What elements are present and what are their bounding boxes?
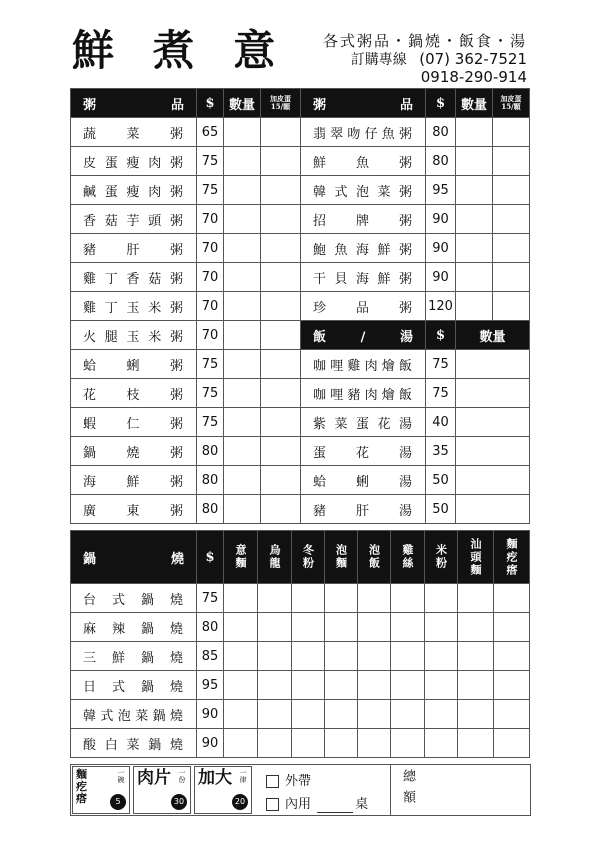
qty-cell[interactable] xyxy=(224,671,258,700)
extra-option[interactable] xyxy=(72,766,130,814)
noodle-type-header xyxy=(292,531,325,584)
item-price: 75 xyxy=(426,379,456,408)
qty-cell[interactable] xyxy=(224,495,261,524)
menu-row xyxy=(301,292,530,321)
porridge-header-egg: 加皮蛋 15/顆 xyxy=(261,89,301,118)
qty-cell[interactable] xyxy=(224,292,261,321)
menu-row xyxy=(71,234,301,263)
noodle-type-header xyxy=(425,531,458,584)
item-price: 40 xyxy=(426,408,456,437)
item-price: 75 xyxy=(197,350,224,379)
qty-cell[interactable] xyxy=(358,700,391,729)
qty-cell[interactable] xyxy=(456,408,530,437)
menu-row xyxy=(71,379,301,408)
qty-cell[interactable] xyxy=(224,350,261,379)
rice-soup-header-row xyxy=(301,321,530,350)
qty-cell[interactable] xyxy=(224,613,258,642)
egg-cell[interactable] xyxy=(261,495,301,524)
egg-cell[interactable] xyxy=(261,466,301,495)
item-price: 80 xyxy=(426,147,456,176)
qty-cell[interactable] xyxy=(456,234,493,263)
takeout-label: 外帶 xyxy=(285,774,312,789)
noodle-type-label: 烏龍 xyxy=(268,544,281,570)
rice-soup-header-name: 飯 / 湯 xyxy=(301,321,426,350)
item-name: 廣東粥 xyxy=(71,495,197,524)
qty-cell[interactable] xyxy=(258,671,292,700)
noodle-type-header xyxy=(391,531,425,584)
item-name: 雞丁玉米粥 xyxy=(71,292,197,321)
qty-cell[interactable] xyxy=(358,671,391,700)
qty-cell[interactable] xyxy=(456,118,493,147)
item-price: 80 xyxy=(197,613,224,642)
item-price: 75 xyxy=(197,147,224,176)
qty-cell[interactable] xyxy=(458,729,494,758)
total-label: 總額 xyxy=(400,769,415,811)
item-name: 酸白菜鍋燒 xyxy=(71,729,197,758)
item-price: 85 xyxy=(197,642,224,671)
item-name: 海鮮粥 xyxy=(71,466,197,495)
porridge-header-qty: 數量 xyxy=(456,89,493,118)
qty-cell[interactable] xyxy=(224,147,261,176)
extra-option[interactable] xyxy=(194,766,252,814)
item-name: 蛤蜊湯 xyxy=(301,466,426,495)
item-price: 70 xyxy=(197,321,224,350)
item-name: 招牌粥 xyxy=(301,205,426,234)
shop-logo: 鮮 煮 意 xyxy=(72,26,288,75)
qty-cell[interactable] xyxy=(391,642,425,671)
qty-cell[interactable] xyxy=(358,642,391,671)
qty-cell[interactable] xyxy=(494,700,530,729)
qty-cell[interactable] xyxy=(292,700,325,729)
phone-row-1 xyxy=(351,52,527,67)
item-name: 咖哩雞肉燴飯 xyxy=(301,350,426,379)
qty-cell[interactable] xyxy=(258,613,292,642)
qty-cell[interactable] xyxy=(358,584,391,613)
phone-label: 訂購專線 xyxy=(350,52,407,68)
egg-cell[interactable] xyxy=(493,118,530,147)
qty-cell[interactable] xyxy=(224,437,261,466)
qty-cell[interactable] xyxy=(494,642,530,671)
menu-row xyxy=(301,205,530,234)
porridge-header-price: $ xyxy=(197,89,224,118)
qty-cell[interactable] xyxy=(224,321,261,350)
porridge-header-qty: 數量 xyxy=(224,89,261,118)
takeout-checkbox[interactable] xyxy=(266,775,279,788)
noodle-type-header xyxy=(358,531,391,584)
item-name: 豬肝湯 xyxy=(301,495,426,524)
menu-row xyxy=(301,263,530,292)
qty-cell[interactable] xyxy=(458,700,494,729)
item-name: 蔬菜粥 xyxy=(71,118,197,147)
qty-cell[interactable] xyxy=(224,205,261,234)
item-price: 50 xyxy=(426,495,456,524)
extra-price-badge: 20 xyxy=(232,794,248,810)
item-name: 蛤蜊粥 xyxy=(71,350,197,379)
menu-row xyxy=(71,321,301,350)
item-name: 台式鍋燒 xyxy=(71,584,197,613)
qty-cell[interactable] xyxy=(456,205,493,234)
extra-unit: 一碗 xyxy=(117,769,125,783)
qty-cell[interactable] xyxy=(292,613,325,642)
qty-cell[interactable] xyxy=(456,147,493,176)
menu-row xyxy=(71,263,301,292)
item-price: 90 xyxy=(197,729,224,758)
menu-row xyxy=(301,234,530,263)
extra-label: 加大 xyxy=(198,768,232,788)
extra-option[interactable] xyxy=(133,766,191,814)
noodle-type-header xyxy=(258,531,292,584)
qty-cell[interactable] xyxy=(292,671,325,700)
egg-cell[interactable] xyxy=(261,176,301,205)
item-price: 75 xyxy=(426,350,456,379)
qty-cell[interactable] xyxy=(258,729,292,758)
menu-row xyxy=(71,700,530,729)
qty-cell[interactable] xyxy=(456,495,530,524)
rice-soup-header-qty: 數量 xyxy=(456,321,530,350)
porridge-header-price: $ xyxy=(426,89,456,118)
qty-cell[interactable] xyxy=(425,700,458,729)
qty-cell[interactable] xyxy=(258,642,292,671)
extra-price-badge: 30 xyxy=(171,794,187,810)
item-name: 麻辣鍋燒 xyxy=(71,613,197,642)
egg-cell[interactable] xyxy=(493,234,530,263)
dine-in-option[interactable] xyxy=(266,793,368,813)
item-price: 80 xyxy=(197,437,224,466)
qty-cell[interactable] xyxy=(325,671,358,700)
item-price: 70 xyxy=(197,205,224,234)
qty-cell[interactable] xyxy=(391,584,425,613)
noodle-type-label: 冬粉 xyxy=(301,544,315,570)
porridge-header-row xyxy=(71,89,301,118)
hotpot-header-row xyxy=(71,531,530,584)
noodle-type-header xyxy=(224,531,258,584)
menu-row xyxy=(301,176,530,205)
qty-cell[interactable] xyxy=(224,729,258,758)
menu-row xyxy=(301,408,530,437)
item-name: 皮蛋瘦肉粥 xyxy=(71,147,197,176)
egg-cell[interactable] xyxy=(493,147,530,176)
qty-cell[interactable] xyxy=(391,700,425,729)
menu-row xyxy=(71,495,301,524)
qty-cell[interactable] xyxy=(458,671,494,700)
item-price: 75 xyxy=(197,379,224,408)
qty-cell[interactable] xyxy=(494,671,530,700)
item-price: 80 xyxy=(197,466,224,495)
phone-number-2: 0918-290-914 xyxy=(420,68,527,86)
menu-row xyxy=(71,176,301,205)
qty-cell[interactable] xyxy=(358,729,391,758)
item-price: 35 xyxy=(426,437,456,466)
menu-row xyxy=(71,729,530,758)
egg-cell[interactable] xyxy=(261,205,301,234)
menu-row xyxy=(301,495,530,524)
item-price: 95 xyxy=(426,176,456,205)
egg-cell[interactable] xyxy=(493,205,530,234)
menu-row xyxy=(71,584,530,613)
hotpot-table xyxy=(70,530,530,758)
qty-cell[interactable] xyxy=(456,379,530,408)
extra-label: 肉片 xyxy=(137,768,171,788)
qty-cell[interactable] xyxy=(292,729,325,758)
item-price: 75 xyxy=(197,176,224,205)
menu-row xyxy=(301,379,530,408)
qty-cell[interactable] xyxy=(292,642,325,671)
menu-row xyxy=(71,350,301,379)
qty-cell[interactable] xyxy=(224,118,261,147)
item-name: 花枝粥 xyxy=(71,379,197,408)
porridge-header-name: 粥 品 xyxy=(301,89,426,118)
egg-cell[interactable] xyxy=(261,292,301,321)
item-price: 90 xyxy=(426,205,456,234)
menu-row xyxy=(71,642,530,671)
services-line: 各式粥品・鍋燒・飯食・湯 xyxy=(322,32,527,50)
total-box[interactable] xyxy=(390,764,531,816)
qty-cell[interactable] xyxy=(494,613,530,642)
menu-row xyxy=(71,437,301,466)
qty-cell[interactable] xyxy=(325,729,358,758)
egg-cell[interactable] xyxy=(493,263,530,292)
menu-row xyxy=(71,466,301,495)
item-name: 鮮魚粥 xyxy=(301,147,426,176)
item-name: 蛋花湯 xyxy=(301,437,426,466)
qty-cell[interactable] xyxy=(456,176,493,205)
egg-cell[interactable] xyxy=(261,263,301,292)
table-label: 桌 xyxy=(355,797,369,812)
noodle-type-label: 汕頭麵 xyxy=(469,537,482,577)
item-name: 鮑魚海鮮粥 xyxy=(301,234,426,263)
item-name: 干貝海鮮粥 xyxy=(301,263,426,292)
egg-cell[interactable] xyxy=(261,437,301,466)
qty-cell[interactable] xyxy=(456,437,530,466)
qty-cell[interactable] xyxy=(258,700,292,729)
noodle-type-label: 麵疙瘩 xyxy=(505,537,518,577)
egg-cell[interactable] xyxy=(261,118,301,147)
extras-area xyxy=(72,766,248,812)
qty-cell[interactable] xyxy=(224,584,258,613)
menu-row xyxy=(71,205,301,234)
qty-cell[interactable] xyxy=(325,584,358,613)
egg-cell[interactable] xyxy=(261,147,301,176)
item-price: 95 xyxy=(197,671,224,700)
noodle-type-header xyxy=(325,531,358,584)
porridge-table-right xyxy=(300,88,530,524)
extra-unit: 一律 xyxy=(239,769,247,783)
noodle-type-label: 雞絲 xyxy=(401,544,414,570)
item-name: 蝦仁粥 xyxy=(71,408,197,437)
qty-cell[interactable] xyxy=(224,408,261,437)
item-price: 120 xyxy=(426,292,456,321)
qty-cell[interactable] xyxy=(224,642,258,671)
noodle-type-header xyxy=(458,531,494,584)
rice-soup-header-price: $ xyxy=(426,321,456,350)
item-price: 80 xyxy=(426,118,456,147)
qty-cell[interactable] xyxy=(425,729,458,758)
item-name: 韓式泡菜鍋燒 xyxy=(71,700,197,729)
extra-unit: 一份 xyxy=(178,769,186,783)
menu-row xyxy=(301,350,530,379)
noodle-type-label: 意麵 xyxy=(234,544,247,570)
qty-cell[interactable] xyxy=(425,642,458,671)
item-name: 豬肝粥 xyxy=(71,234,197,263)
qty-cell[interactable] xyxy=(224,234,261,263)
extra-price-badge: 5 xyxy=(110,794,126,810)
item-name: 日式鍋燒 xyxy=(71,671,197,700)
item-price: 90 xyxy=(426,234,456,263)
item-name: 翡翠吻仔魚粥 xyxy=(301,118,426,147)
hotpot-header-name: 鍋 燒 xyxy=(71,531,197,584)
egg-cell[interactable] xyxy=(493,176,530,205)
qty-cell[interactable] xyxy=(425,584,458,613)
item-price: 65 xyxy=(197,118,224,147)
dine-in-label: 內用 xyxy=(285,797,312,812)
noodle-type-header xyxy=(494,531,530,584)
hotpot-header-price: $ xyxy=(197,531,224,584)
qty-cell[interactable] xyxy=(456,350,530,379)
qty-cell[interactable] xyxy=(224,379,261,408)
dine-in-checkbox[interactable] xyxy=(266,798,279,811)
phone-number-1: (07) 362-7521 xyxy=(419,50,527,68)
egg-cell[interactable] xyxy=(261,234,301,263)
egg-cell[interactable] xyxy=(261,350,301,379)
item-name: 珍品粥 xyxy=(301,292,426,321)
item-price: 70 xyxy=(197,292,224,321)
qty-cell[interactable] xyxy=(391,729,425,758)
item-name: 火腿玉米粥 xyxy=(71,321,197,350)
item-name: 香菇芋頭粥 xyxy=(71,205,197,234)
qty-cell[interactable] xyxy=(224,263,261,292)
qty-cell[interactable] xyxy=(456,292,493,321)
porridge-header-egg: 加皮蛋 15/顆 xyxy=(493,89,530,118)
item-name: 雞丁香菇粥 xyxy=(71,263,197,292)
menu-row xyxy=(71,147,301,176)
menu-row xyxy=(71,671,530,700)
qty-cell[interactable] xyxy=(458,613,494,642)
egg-cell[interactable] xyxy=(261,408,301,437)
menu-row xyxy=(71,408,301,437)
qty-cell[interactable] xyxy=(224,700,258,729)
menu-row xyxy=(301,147,530,176)
item-name: 紫菜蛋花湯 xyxy=(301,408,426,437)
qty-cell[interactable] xyxy=(458,584,494,613)
qty-cell[interactable] xyxy=(425,613,458,642)
qty-cell[interactable] xyxy=(456,263,493,292)
takeout-option[interactable] xyxy=(266,770,311,789)
egg-cell[interactable] xyxy=(261,321,301,350)
item-price: 75 xyxy=(197,408,224,437)
qty-cell[interactable] xyxy=(358,613,391,642)
qty-cell[interactable] xyxy=(458,642,494,671)
noodle-type-label: 米粉 xyxy=(434,544,448,570)
qty-cell[interactable] xyxy=(224,466,261,495)
extra-label: 麵疙瘩 xyxy=(76,768,87,806)
menu-row xyxy=(71,292,301,321)
item-name: 咖哩豬肉燴飯 xyxy=(301,379,426,408)
porridge-table-left xyxy=(70,88,301,524)
noodle-type-label: 泡飯 xyxy=(367,544,381,570)
item-price: 90 xyxy=(426,263,456,292)
egg-cell[interactable] xyxy=(261,379,301,408)
item-name: 三鮮鍋燒 xyxy=(71,642,197,671)
noodle-type-label: 泡麵 xyxy=(334,544,348,570)
item-name: 鹹蛋瘦肉粥 xyxy=(71,176,197,205)
menu-row xyxy=(301,118,530,147)
qty-cell[interactable] xyxy=(258,584,292,613)
item-price: 90 xyxy=(197,700,224,729)
qty-cell[interactable] xyxy=(456,466,530,495)
item-name: 鍋燒粥 xyxy=(71,437,197,466)
menu-row xyxy=(301,437,530,466)
table-number-field[interactable] xyxy=(317,797,353,813)
qty-cell[interactable] xyxy=(494,584,530,613)
item-name: 韓式泡菜粥 xyxy=(301,176,426,205)
qty-cell[interactable] xyxy=(325,613,358,642)
qty-cell[interactable] xyxy=(391,613,425,642)
item-price: 80 xyxy=(197,495,224,524)
qty-cell[interactable] xyxy=(325,642,358,671)
qty-cell[interactable] xyxy=(425,671,458,700)
porridge-header-row-right xyxy=(301,89,530,118)
menu-row xyxy=(301,466,530,495)
qty-cell[interactable] xyxy=(325,700,358,729)
egg-cell[interactable] xyxy=(493,292,530,321)
item-price: 70 xyxy=(197,263,224,292)
item-price: 70 xyxy=(197,234,224,263)
qty-cell[interactable] xyxy=(494,729,530,758)
item-price: 75 xyxy=(197,584,224,613)
porridge-header-name: 粥 品 xyxy=(71,89,197,118)
menu-row xyxy=(71,118,301,147)
menu-row xyxy=(71,613,530,642)
item-price: 50 xyxy=(426,466,456,495)
qty-cell[interactable] xyxy=(391,671,425,700)
qty-cell[interactable] xyxy=(224,176,261,205)
qty-cell[interactable] xyxy=(292,584,325,613)
